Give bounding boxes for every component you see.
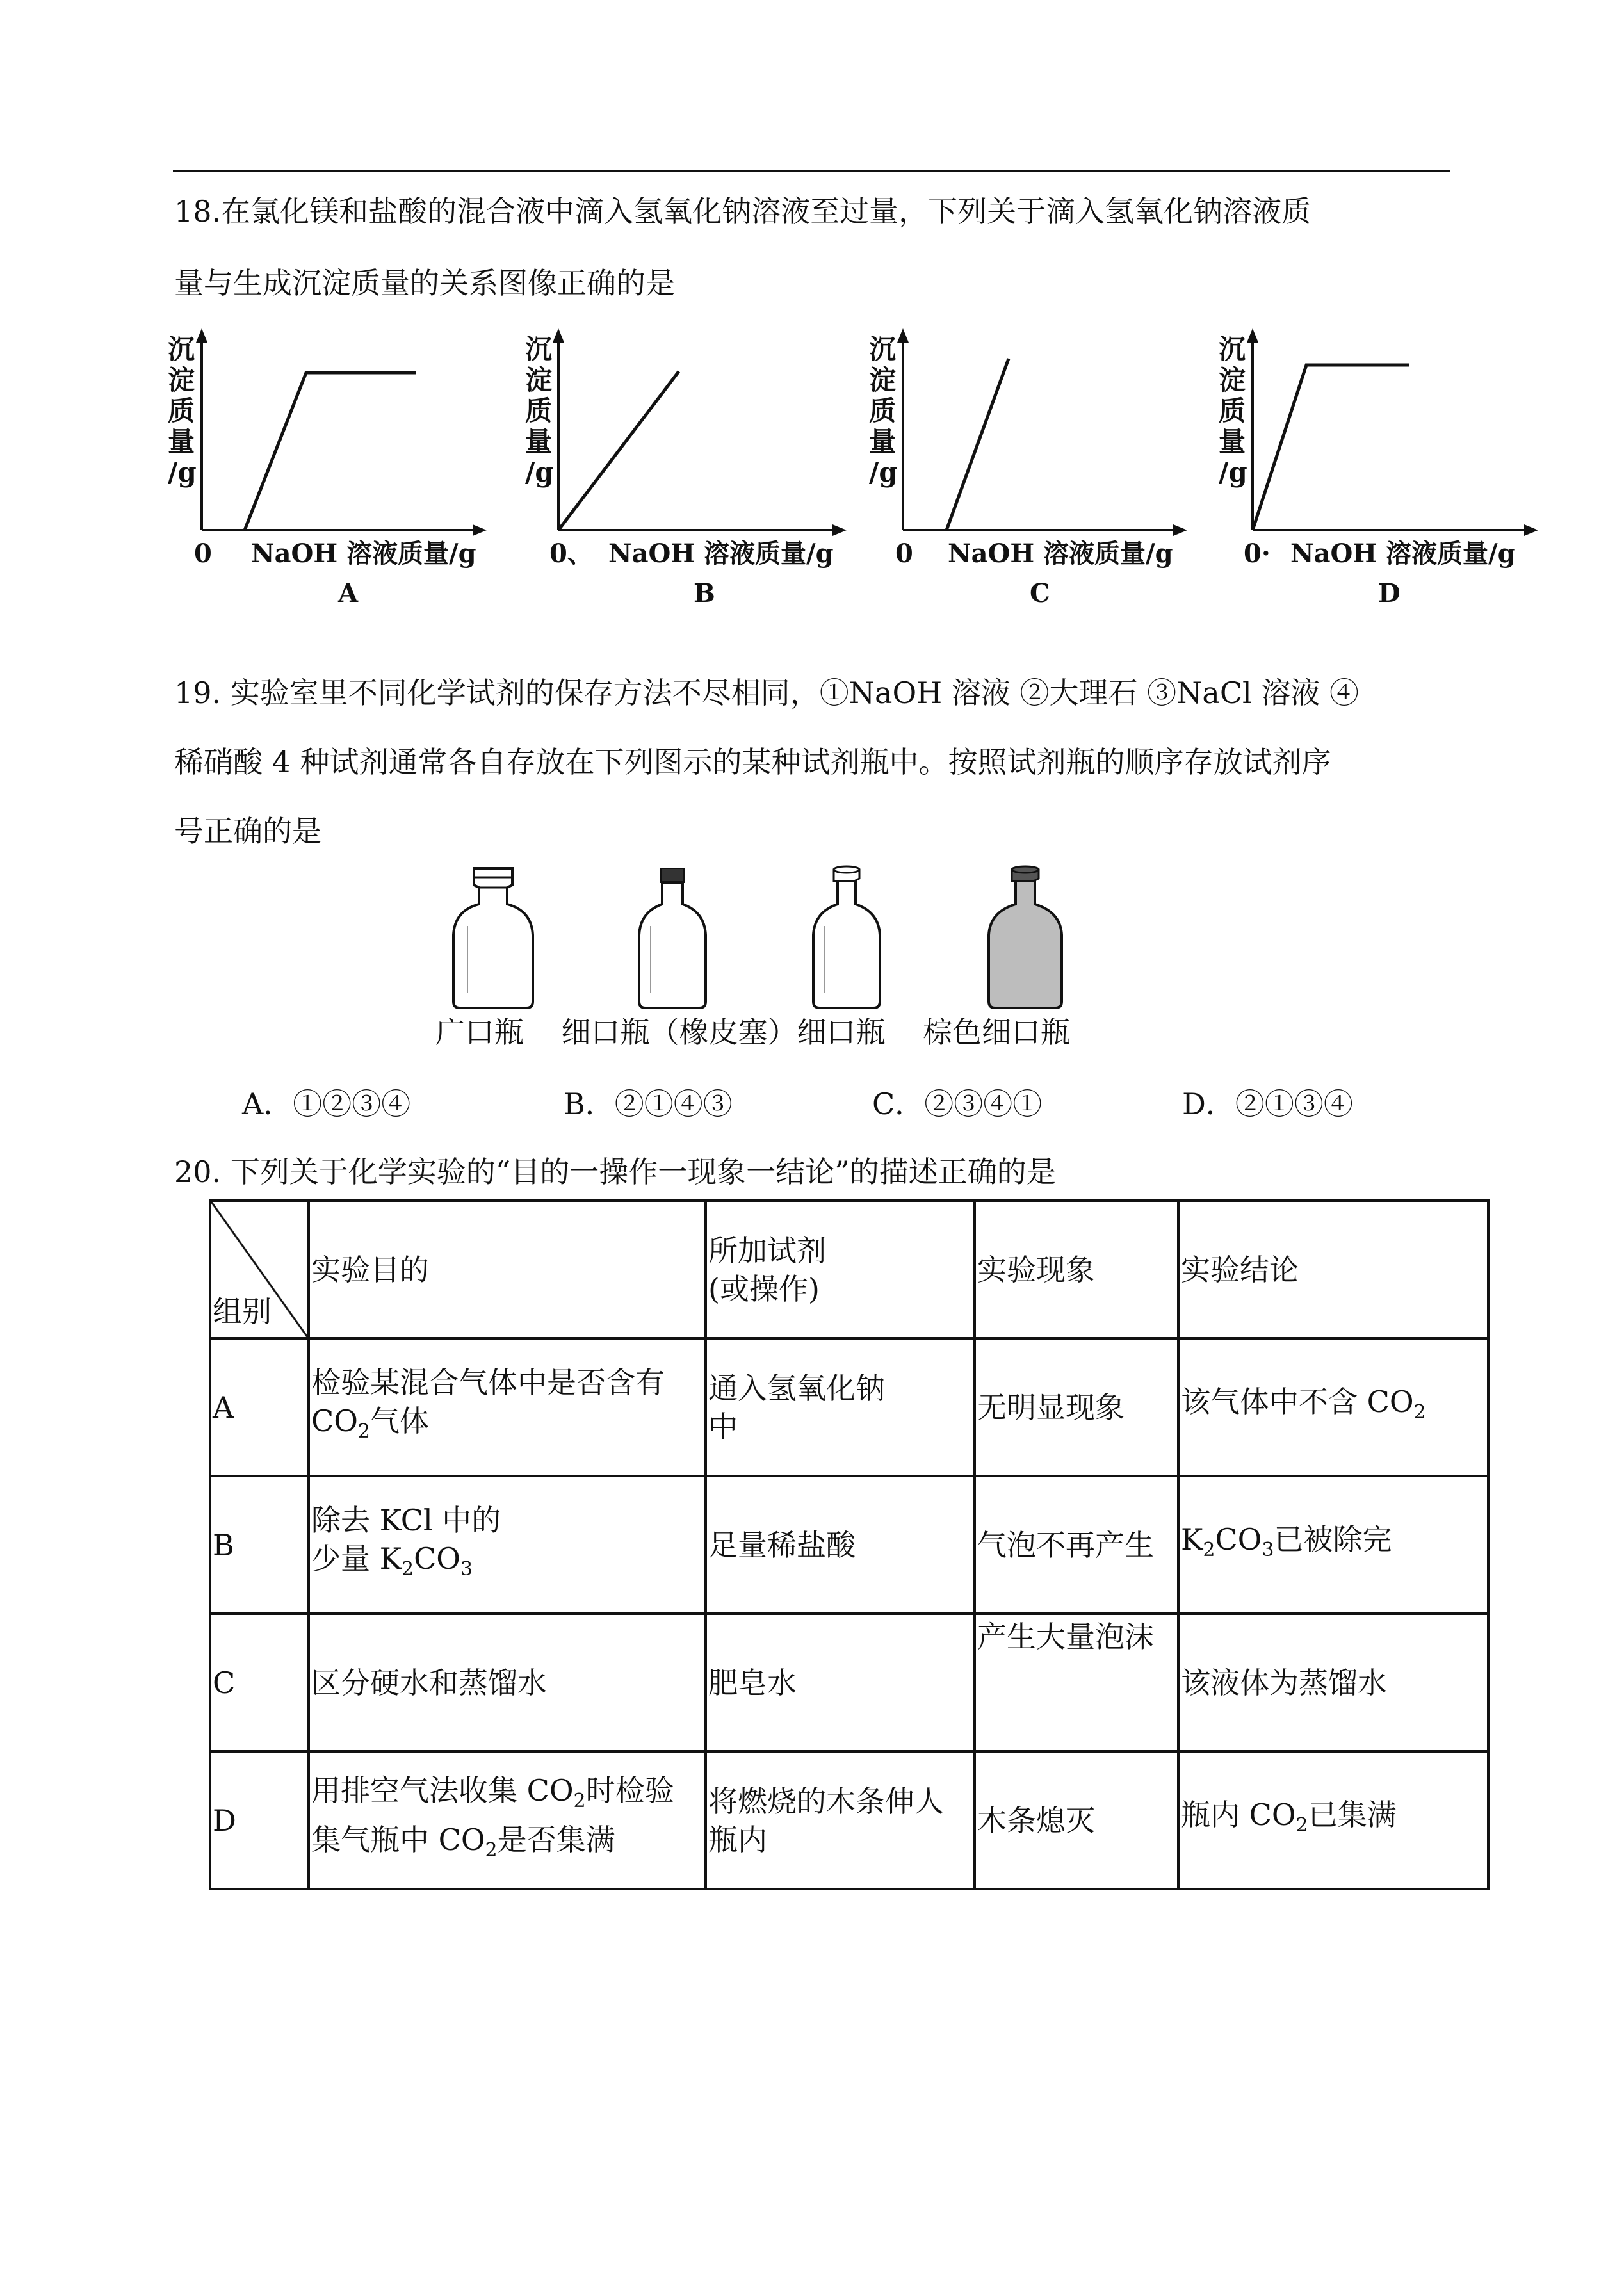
graph-C-origin-label: 0 — [895, 539, 913, 569]
row-d-reagent-line1: 将燃烧的木条伸人 — [708, 1783, 944, 1819]
graph-A-letter: A — [338, 578, 359, 608]
row-d-purpose-c: 集气瓶中 CO — [311, 1822, 485, 1857]
row-d-conclusion — [1178, 1751, 1488, 1889]
row-d-purpose-line1 — [311, 1771, 703, 1821]
graph-D-x-arrow-icon — [1524, 524, 1538, 536]
row-b-purpose-co: CO — [414, 1541, 461, 1576]
graph-B-x-label: NaOH 溶液质量/g — [608, 539, 834, 569]
row-a-purpose-co: CO — [311, 1404, 358, 1438]
header-group: 组别 — [213, 1294, 272, 1329]
header-reagent-line1: 所加试剂 — [708, 1233, 826, 1268]
narrow-mouth-bottle-icon — [808, 864, 885, 1012]
graph-B-letter: B — [694, 578, 715, 608]
row-a-purpose-line2 — [311, 1402, 703, 1451]
graph-D-y-label-char: 质 — [1219, 395, 1246, 426]
header-conclusion: 实验结论 — [1178, 1201, 1488, 1338]
q18-graphs — [0, 0, 1624, 640]
graph-A-x-label: NaOH 溶液质量/g — [251, 539, 476, 569]
bottle-captions: 广口瓶 细口瓶（橡皮塞）细口瓶 棕色细口瓶 — [435, 1015, 1070, 1050]
graph-B-y-label-char: 质 — [525, 395, 553, 426]
q19-stem-line1: 19. 实验室里不同化学试剂的保存方法不尽相同，①NaOH 溶液 ②大理石 ③NaCl 溶液 ④ — [174, 676, 1359, 710]
table-row — [210, 1338, 1488, 1476]
row-b-reagent: 足量稀盐酸 — [706, 1476, 975, 1614]
row-d-phenomenon: 木条熄灭 — [975, 1751, 1178, 1889]
row-d-purpose-sub1: 2 — [573, 1789, 586, 1812]
row-b-group: B — [210, 1476, 309, 1614]
table-row — [210, 1614, 1488, 1751]
row-b-purpose-sub1: 2 — [402, 1558, 414, 1580]
row-b-purpose-sub2: 3 — [460, 1558, 473, 1580]
q19-stem-line3: 号正确的是 — [174, 814, 321, 848]
graph-C-letter: C — [1030, 578, 1050, 608]
graph-A-y-label-char: 质 — [168, 395, 195, 426]
q20-stem: 20. 下列关于化学实验的“目的一操作一现象一结论”的描述正确的是 — [174, 1155, 1056, 1189]
graph-B-y-label-char: 淀 — [525, 364, 553, 396]
row-a-conclusion-sub: 2 — [1413, 1401, 1426, 1423]
q20-table — [209, 1199, 1490, 1890]
row-b-conclusion-co: CO — [1215, 1522, 1262, 1557]
row-c-group: C — [210, 1614, 309, 1751]
row-d-reagent-line2: 瓶内 — [708, 1822, 767, 1857]
row-a-reagent — [706, 1338, 975, 1476]
row-d-conclusion-sub: 2 — [1295, 1814, 1308, 1837]
row-b-phenomenon: 气泡不再产生 — [975, 1476, 1178, 1614]
graph-A-curve — [245, 373, 416, 530]
header-group-cell — [210, 1201, 309, 1338]
row-d-purpose-a: 用排空气法收集 CO — [311, 1772, 574, 1808]
q19-option-b: B．②①④③ — [564, 1087, 733, 1121]
q19-option-a: A．①②③④ — [242, 1087, 411, 1121]
row-c-reagent: 肥皂水 — [706, 1614, 975, 1751]
row-b-conclusion — [1178, 1476, 1488, 1614]
brown-narrow-mouth-bottle-icon — [984, 864, 1067, 1012]
row-d-purpose-b: 时检验 — [585, 1772, 674, 1808]
graph-C-y-label-char: 量 — [869, 426, 897, 457]
row-b-purpose-line1: 除去 KCl 中的 — [311, 1503, 501, 1537]
narrow-mouth-rubber-stopper-bottle-icon — [634, 864, 711, 1012]
graph-D-y-label-char: /g — [1219, 457, 1247, 488]
graph-C-x-arrow-icon — [1173, 524, 1187, 536]
row-d-conclusion-text: 瓶内 CO — [1181, 1797, 1296, 1832]
row-c-purpose: 区分硬水和蒸馏水 — [309, 1614, 706, 1751]
row-a-purpose-sub: 2 — [357, 1420, 371, 1443]
graph-C-x-label: NaOH 溶液质量/g — [948, 539, 1173, 569]
graph-A-y-label-char: 淀 — [168, 364, 195, 396]
row-a-conclusion-text: 该气体中不含 CO — [1181, 1384, 1414, 1419]
row-a-phenomenon: 无明显现象 — [975, 1338, 1178, 1476]
graph-C-curve — [946, 359, 1009, 530]
graph-A-y-label-char: /g — [168, 457, 197, 488]
graph-D-y-label-char: 量 — [1219, 426, 1246, 457]
header-purpose: 实验目的 — [309, 1201, 706, 1338]
graph-A-y-label-char: 量 — [168, 426, 195, 457]
row-a-group: A — [210, 1338, 309, 1476]
graph-A-y-label-char: 沉 — [168, 334, 195, 365]
row-a-conclusion — [1178, 1338, 1488, 1476]
row-b-conclusion-sub1: 2 — [1203, 1539, 1215, 1561]
graph-B-y-arrow-icon — [553, 328, 564, 343]
row-b-purpose-line2 — [311, 1539, 703, 1589]
row-b-purpose-k: 少量 K — [311, 1541, 402, 1576]
graph-C-y-arrow-icon — [897, 328, 909, 343]
row-b-purpose — [309, 1476, 706, 1614]
header-reagent-line2: (或操作) — [708, 1271, 820, 1306]
graph-B-curve — [558, 371, 679, 530]
table-row — [210, 1476, 1488, 1614]
graph-A-x-arrow-icon — [473, 524, 487, 536]
wide-mouth-bottle-icon — [448, 864, 538, 1012]
graph-B-y-label-char: 沉 — [525, 334, 553, 365]
graph-D-y-label-char: 沉 — [1219, 334, 1246, 365]
graph-D-y-label-char: 淀 — [1219, 364, 1246, 396]
row-d-group: D — [210, 1751, 309, 1889]
row-d-purpose-d: 是否集满 — [497, 1822, 615, 1857]
row-d-reagent — [706, 1751, 975, 1889]
graph-C-y-label-char: 淀 — [869, 364, 897, 396]
graph-B-y-label-char: 量 — [525, 426, 553, 457]
header-reagent-cell — [706, 1201, 975, 1338]
graph-D-origin-label: 0· — [1244, 539, 1271, 569]
graph-D-y-arrow-icon — [1247, 328, 1258, 343]
row-a-purpose — [309, 1338, 706, 1476]
graph-D-letter: D — [1378, 578, 1401, 608]
graph-B-x-arrow-icon — [832, 524, 847, 536]
q19-stem-line2: 稀硝酸 4 种试剂通常各自存放在下列图示的某种试剂瓶中。按照试剂瓶的顺序存放试剂序 — [174, 745, 1331, 779]
table-row — [210, 1751, 1488, 1889]
row-a-purpose-gas: 气体 — [370, 1404, 430, 1438]
row-a-reagent-line1: 通入氢氧化钠 — [708, 1370, 885, 1406]
graph-C-y-label-char: 质 — [869, 395, 897, 426]
q19-option-c: C．②③④① — [872, 1087, 1043, 1121]
graph-D-x-label: NaOH 溶液质量/g — [1290, 539, 1516, 569]
row-a-purpose-line1: 检验某混合气体中是否含有 — [311, 1365, 665, 1400]
row-b-conclusion-sub2: 3 — [1262, 1539, 1274, 1561]
graph-A-y-arrow-icon — [196, 328, 207, 343]
graph-C-y-label-char: /g — [869, 457, 898, 488]
graph-A-origin-label: 0 — [194, 539, 212, 569]
row-c-phenomenon: 产生大量泡沫 — [975, 1614, 1178, 1751]
row-d-purpose-line2 — [311, 1821, 703, 1870]
table-header-row — [210, 1201, 1488, 1338]
graph-B-origin-label: 0、 — [549, 539, 593, 569]
q18-stem-line1: 18.在氯化镁和盐酸的混合液中滴入氢氧化钠溶液至过量，下列关于滴入氢氧化钠溶液质 — [174, 194, 1311, 229]
q18-stem-line2: 量与生成沉淀质量的关系图像正确的是 — [174, 266, 675, 300]
graph-C-y-label-char: 沉 — [869, 334, 897, 365]
row-c-conclusion: 该液体为蒸馏水 — [1178, 1614, 1488, 1751]
row-d-purpose — [309, 1751, 706, 1889]
row-d-purpose-sub2: 2 — [485, 1838, 498, 1861]
row-a-reagent-line2: 中 — [708, 1409, 738, 1444]
graph-B-y-label-char: /g — [525, 457, 554, 488]
header-phenomenon: 实验现象 — [975, 1201, 1178, 1338]
graph-D-curve — [1253, 365, 1409, 530]
row-d-conclusion-rest: 已集满 — [1308, 1797, 1397, 1832]
row-b-conclusion-k: K — [1181, 1522, 1203, 1557]
q19-option-d: D．②①③④ — [1182, 1087, 1353, 1121]
row-b-conclusion-rest: 已被除完 — [1274, 1522, 1392, 1557]
